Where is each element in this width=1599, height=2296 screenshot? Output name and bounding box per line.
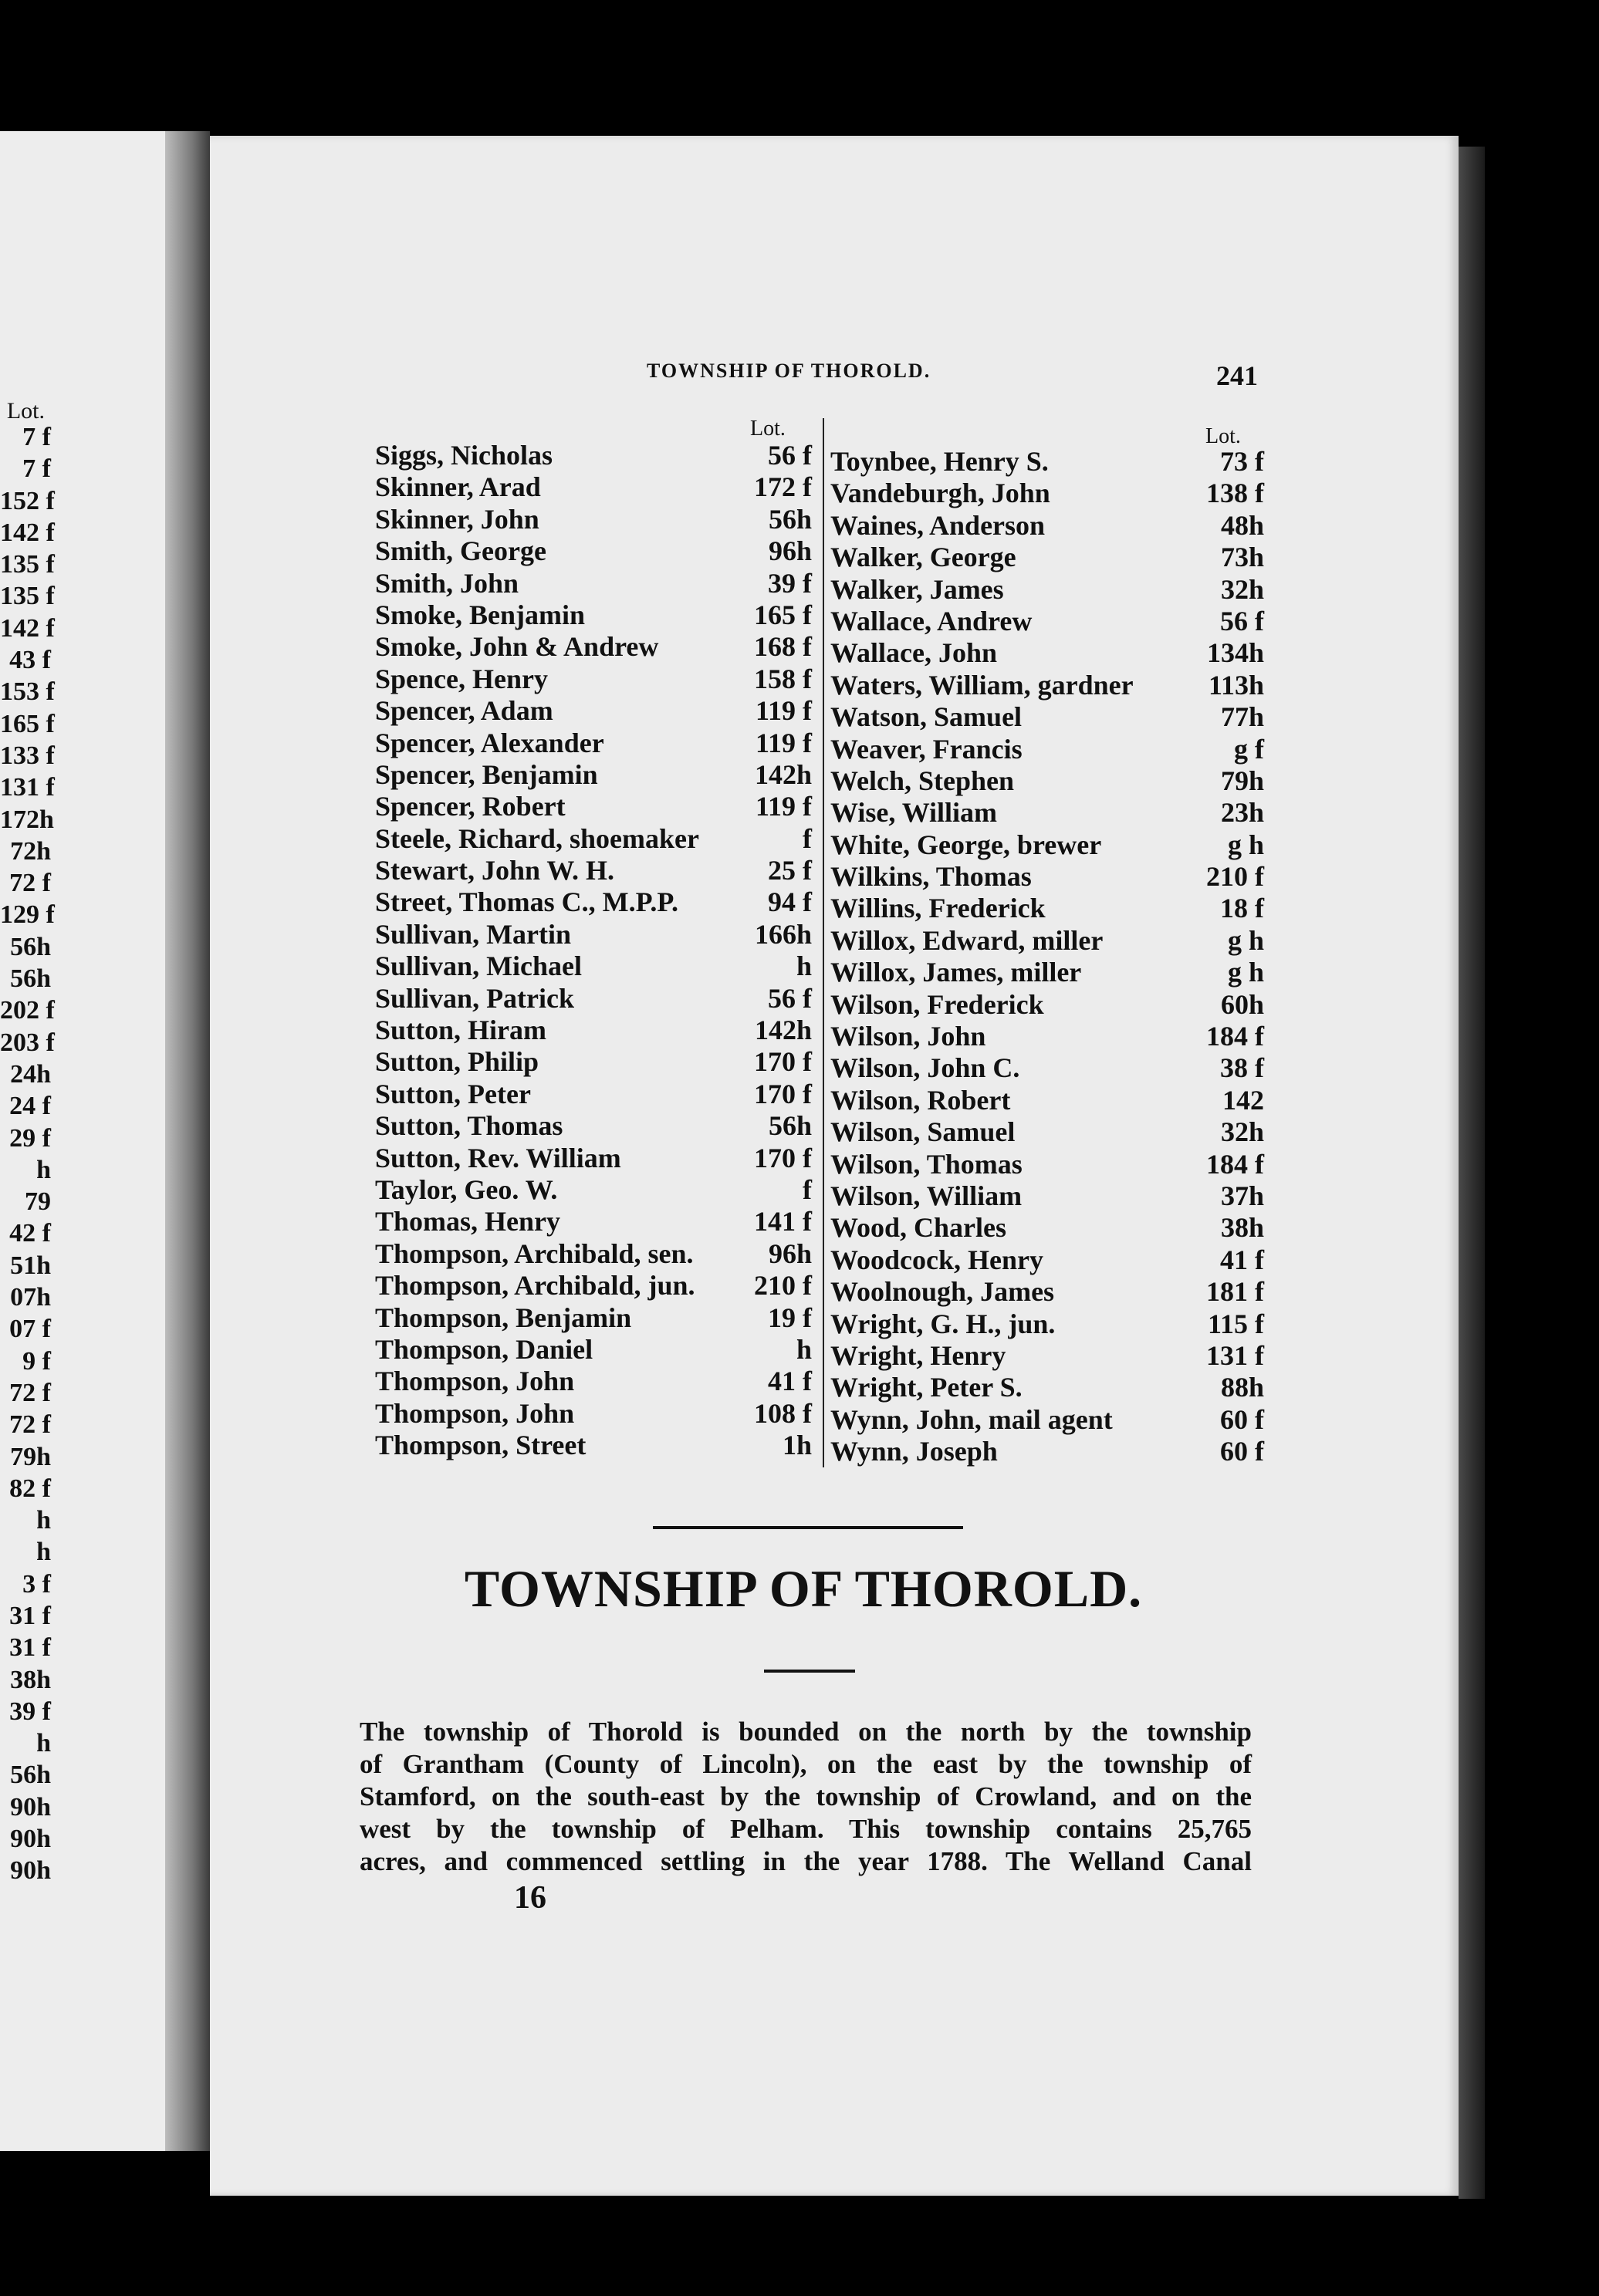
page-number: 241 (1216, 360, 1258, 391)
directory-entry (375, 568, 812, 599)
entry-lot: 131 f (1206, 1339, 1264, 1371)
entry-name: Wilson, John (830, 1021, 986, 1052)
section-rule-top (653, 1526, 963, 1529)
entry-lot: 210 f (754, 1270, 812, 1302)
entry-name: Vandeburgh, John (830, 478, 1050, 509)
entry-lot: 38 f (1220, 1052, 1264, 1084)
previous-page-lot: 90h (10, 1792, 51, 1822)
previous-page-lot: 203 f (0, 1028, 55, 1057)
column-divider (823, 418, 824, 1467)
entry-name: Waters, William, gardner (830, 669, 1134, 701)
directory-entry (830, 829, 1264, 861)
entry-name: Woodcock, Henry (830, 1244, 1043, 1275)
entry-lot: 108 f (754, 1397, 812, 1429)
previous-page-lot: 131 f (0, 773, 55, 802)
directory-entry (375, 919, 812, 950)
directory-entry (830, 446, 1264, 478)
directory-entry (830, 893, 1264, 924)
entry-lot: 32h (1220, 573, 1264, 605)
previous-page-lot: 24h (10, 1059, 51, 1089)
entry-name: Wright, Peter S. (830, 1372, 1023, 1403)
directory-entry (830, 957, 1264, 988)
previous-page-lot: 152 f (0, 486, 55, 515)
previous-page-lot: 129 f (0, 900, 55, 930)
entry-name: Smith, John (375, 567, 519, 599)
entry-name: Wynn, John, mail agent (830, 1403, 1113, 1435)
previous-page-lot: 72 f (9, 1378, 51, 1407)
previous-page-lot: 07 f (9, 1315, 51, 1344)
directory-entry (375, 1046, 812, 1078)
entry-name: Sullivan, Michael (375, 950, 583, 982)
previous-page-lot: 142 f (0, 518, 55, 547)
entry-lot: 170 f (754, 1142, 812, 1173)
entry-name: Wilson, Samuel (830, 1116, 1016, 1148)
entry-lot: 168 f (754, 631, 812, 663)
signature-mark: 16 (514, 1880, 546, 1916)
directory-entry (375, 950, 812, 982)
entry-name: Spencer, Alexander (375, 727, 604, 758)
entry-lot: g h (1227, 924, 1264, 956)
directory-entry (375, 599, 812, 631)
entry-lot: h (796, 950, 812, 982)
entry-lot: 56 f (768, 982, 812, 1014)
directory-entry (830, 701, 1264, 733)
entry-name: Wright, G. H., jun. (830, 1308, 1056, 1339)
previous-page-lot: 79h (10, 1442, 51, 1471)
intro-line: of Grantham (County of Lincoln), on the east by the township of (360, 1749, 1252, 1779)
entry-lot: 37h (1220, 1180, 1264, 1211)
entry-name: Sutton, Philip (375, 1046, 539, 1078)
directory-entry (375, 1302, 812, 1334)
previous-page-lot: 7 f (22, 454, 51, 484)
previous-page-lot: 31 f (9, 1601, 51, 1630)
directory-entry (375, 728, 812, 759)
directory-entry (375, 1238, 812, 1270)
section-title: TOWNSHIP OF THOROLD. (464, 1559, 1143, 1618)
entry-name: Welch, Stephen (830, 765, 1015, 796)
previous-page-lot: 82 f (9, 1474, 51, 1503)
entry-lot: 184 f (1206, 1148, 1264, 1180)
directory-entry (375, 471, 812, 503)
entry-lot: 134h (1206, 637, 1264, 669)
directory-entry (375, 695, 812, 727)
entry-name: Wilson, Frederick (830, 988, 1044, 1020)
entry-lot: 142 (1222, 1084, 1264, 1116)
entry-lot: 19 f (768, 1302, 812, 1333)
previous-page-lot-column (0, 421, 55, 1887)
directory-entry (830, 797, 1264, 829)
previous-page-lot: h (36, 1506, 51, 1535)
previous-page-lot: 135 f (0, 550, 55, 579)
directory-entry (830, 1149, 1264, 1180)
entry-name: Wise, William (830, 797, 998, 829)
entry-lot: 56 f (1220, 605, 1264, 636)
entry-lot: 158 f (754, 663, 812, 694)
entry-name: Spence, Henry (375, 663, 548, 694)
entry-lot: 32h (1220, 1116, 1264, 1148)
entry-name: Waines, Anderson (830, 509, 1046, 541)
directory-entry (375, 535, 812, 567)
directory-entry (830, 1180, 1264, 1212)
previous-page-lot: 133 f (0, 741, 55, 770)
previous-page-lot: 79 (25, 1187, 51, 1217)
book-gutter (165, 131, 210, 2151)
entry-lot: 115 f (1207, 1308, 1264, 1339)
previous-page-lot: 135 f (0, 582, 55, 611)
entry-name: Sutton, Peter (375, 1078, 531, 1109)
previous-page-lot: 7 f (22, 423, 51, 451)
entry-name: Thomas, Henry (375, 1206, 561, 1237)
section-rule-bottom (764, 1670, 855, 1673)
directory-entry (830, 606, 1264, 637)
directory-entry (830, 861, 1264, 893)
entry-name: Wilson, Robert (830, 1084, 1011, 1116)
directory-entry (375, 1079, 812, 1110)
entry-lot: 172 f (754, 471, 812, 503)
entry-lot: g h (1227, 957, 1264, 988)
entry-lot: 113h (1208, 669, 1264, 701)
directory-entry (375, 1430, 812, 1461)
directory-entry (830, 1372, 1264, 1403)
previous-page-lot: 172h (0, 805, 54, 834)
entry-name: Spencer, Robert (375, 791, 566, 822)
previous-page-lot: 51h (10, 1251, 51, 1280)
entry-name: White, George, brewer (830, 829, 1102, 860)
entry-name: Spencer, Adam (375, 695, 553, 727)
directory-entry (375, 983, 812, 1015)
directory-entry (375, 1270, 812, 1302)
previous-page-lot: 56h (10, 964, 51, 994)
entry-name: Skinner, John (375, 503, 539, 535)
entry-lot: 18 f (1220, 893, 1264, 924)
entry-name: Willox, Edward, miller (830, 924, 1104, 956)
entry-lot: 96h (768, 1237, 812, 1269)
directory-entry (375, 1015, 812, 1046)
directory-entry (375, 886, 812, 918)
entry-name: Sutton, Rev. William (375, 1142, 621, 1173)
intro-paragraph (360, 1716, 1252, 1878)
previous-page-lot: 43 f (9, 646, 51, 675)
previous-page-lot: h (36, 1538, 51, 1567)
entry-lot: 141 f (754, 1206, 812, 1237)
directory-entry (830, 478, 1264, 509)
entry-lot: 56 f (768, 440, 812, 471)
entry-lot: 77h (1220, 701, 1264, 733)
entry-lot: 79h (1220, 765, 1264, 796)
entry-name: Watson, Samuel (830, 701, 1023, 733)
entry-lot: 165 f (754, 599, 812, 630)
entry-lot: 56h (768, 503, 812, 535)
entry-lot: 25 f (768, 855, 812, 886)
directory-entry (830, 1276, 1264, 1308)
directory-entry (830, 1085, 1264, 1116)
directory-entry (830, 574, 1264, 606)
directory-entry (375, 631, 812, 663)
previous-page-lot: 38h (10, 1665, 51, 1694)
entry-name: Wilson, John C. (830, 1052, 1020, 1084)
entry-lot: 142h (754, 758, 812, 790)
entry-lot: 41 f (1220, 1244, 1264, 1275)
directory-entry (830, 1212, 1264, 1244)
previous-page-lot: 39 f (9, 1697, 51, 1726)
entry-lot: 56h (768, 1110, 812, 1142)
directory-entry (375, 823, 812, 855)
entry-name: Wilson, William (830, 1180, 1023, 1211)
directory-entry (830, 734, 1264, 765)
directory-entry (375, 1110, 812, 1142)
entry-lot: 166h (754, 918, 812, 950)
directory-entry (830, 510, 1264, 542)
entry-name: Wilson, Thomas (830, 1148, 1023, 1180)
directory-entry (830, 925, 1264, 957)
directory-entry (830, 1340, 1264, 1372)
entry-lot: 142h (754, 1015, 812, 1046)
directory-entry (375, 1398, 812, 1430)
directory-entry (830, 542, 1264, 573)
directory-entry (830, 1436, 1264, 1467)
entry-name: Wallace, Andrew (830, 605, 1033, 636)
entry-name: Thompson, Archibald, sen. (375, 1237, 694, 1269)
directory-entry (375, 1143, 812, 1174)
entry-name: Sutton, Thomas (375, 1110, 563, 1142)
directory-entry (375, 663, 812, 695)
entry-name: Thompson, Daniel (375, 1333, 593, 1365)
page-edge (1459, 147, 1485, 2199)
entry-lot: 48h (1220, 509, 1264, 541)
previous-page-lot: h (36, 1729, 51, 1758)
entry-name: Toynbee, Henry S. (830, 446, 1049, 477)
entry-lot: 94 f (768, 886, 812, 918)
entry-name: Thompson, Archibald, jun. (375, 1270, 695, 1302)
directory-entry (830, 637, 1264, 669)
previous-page-lot: 72h (10, 836, 51, 866)
entry-name: Weaver, Francis (830, 733, 1023, 765)
previous-page-lot: 31 f (9, 1633, 51, 1663)
directory-entry (375, 1206, 812, 1237)
entry-lot: 170 f (754, 1078, 812, 1109)
entry-name: Wallace, John (830, 637, 998, 669)
previous-page-lot: 142 f (0, 613, 55, 643)
entry-lot: 73 f (1220, 446, 1264, 477)
directory-entry (830, 989, 1264, 1021)
directory-right-column (830, 446, 1264, 1468)
entry-lot: 210 f (1206, 861, 1264, 893)
entry-lot: 73h (1220, 542, 1264, 573)
entry-lot: 184 f (1206, 1021, 1264, 1052)
entry-lot: 119 f (755, 791, 812, 822)
entry-name: Willins, Frederick (830, 893, 1046, 924)
entry-lot: 96h (768, 535, 812, 567)
previous-page-lot: 9 f (22, 1346, 51, 1376)
previous-page-lot: 3 f (22, 1569, 51, 1599)
directory-entry (375, 1366, 812, 1397)
entry-lot: 41 f (768, 1366, 812, 1397)
previous-page-lot: 90h (10, 1856, 51, 1886)
entry-lot: 170 f (754, 1046, 812, 1078)
entry-name: Sullivan, Patrick (375, 982, 575, 1014)
entry-lot: 60 f (1220, 1436, 1264, 1467)
directory-entry (830, 1308, 1264, 1340)
entry-name: Sutton, Hiram (375, 1015, 547, 1046)
entry-name: Wright, Henry (830, 1339, 1006, 1371)
previous-page-lot: 202 f (0, 996, 55, 1025)
left-column-lot-header: Lot. (750, 417, 786, 441)
previous-page-lot: 72 f (9, 1410, 51, 1440)
entry-name: Steele, Richard, shoemaker (375, 822, 699, 854)
directory-entry (830, 765, 1264, 797)
entry-name: Smoke, John & Andrew (375, 631, 659, 663)
entry-lot: 88h (1220, 1372, 1264, 1403)
entry-lot: 181 f (1206, 1276, 1264, 1308)
intro-line: Stamford, on the south-east by the township of Crowland, and on the (360, 1781, 1252, 1811)
directory-left-column (375, 440, 812, 1462)
entry-name: Skinner, Arad (375, 471, 541, 503)
entry-lot: f (803, 1173, 812, 1205)
intro-line: west by the township of Pelham. This township contains 25,765 (360, 1814, 1252, 1844)
previous-page-lot: 56h (10, 1761, 51, 1790)
entry-name: Thompson, John (375, 1397, 575, 1429)
entry-lot: f (803, 822, 812, 854)
entry-name: Woolnough, James (830, 1276, 1055, 1308)
entry-lot: g h (1227, 829, 1264, 860)
entry-name: Smith, George (375, 535, 546, 567)
entry-name: Street, Thomas C., M.P.P. (375, 886, 679, 918)
entry-name: Thompson, Benjamin (375, 1302, 632, 1333)
intro-line: acres, and commenced settling in the year 1788. The Welland Canal (360, 1846, 1252, 1876)
directory-entry (375, 504, 812, 535)
previous-page-lot: 29 f (9, 1123, 51, 1153)
previous-page-lot: h (36, 1155, 51, 1184)
directory-entry (375, 791, 812, 822)
entry-lot: 38h (1220, 1212, 1264, 1244)
previous-page-lot: 72 f (9, 869, 51, 898)
directory-entry (830, 1244, 1264, 1276)
directory-entry (375, 1174, 812, 1206)
entry-lot: 119 f (755, 727, 812, 758)
entry-name: Walker, James (830, 573, 1004, 605)
previous-page-lot-header: Lot. (6, 398, 45, 424)
entry-name: Thompson, Street (375, 1430, 587, 1461)
right-column-lot-header: Lot. (1205, 424, 1241, 448)
entry-name: Sullivan, Martin (375, 918, 572, 950)
previous-page-lot: 07h (10, 1283, 51, 1312)
entry-name: Walker, George (830, 542, 1016, 573)
entry-name: Willox, James, miller (830, 957, 1082, 988)
previous-page-lot: 153 f (0, 677, 55, 707)
intro-line: The township of Thorold is bounded on the north by the township (360, 1717, 1252, 1747)
entry-name: Thompson, John (375, 1366, 575, 1397)
entry-lot: h (796, 1333, 812, 1365)
previous-page-lot: 165 f (0, 709, 55, 738)
directory-entry (375, 855, 812, 886)
directory-entry (375, 759, 812, 791)
entry-name: Siggs, Nicholas (375, 440, 553, 471)
previous-page-lot: 56h (10, 932, 51, 961)
directory-entry (375, 440, 812, 471)
entry-name: Stewart, John W. H. (375, 855, 615, 886)
directory-entry (830, 1116, 1264, 1148)
entry-name: Wynn, Joseph (830, 1436, 998, 1467)
entry-lot: 39 f (768, 567, 812, 599)
entry-lot: 23h (1220, 797, 1264, 829)
entry-name: Wilkins, Thomas (830, 861, 1032, 893)
directory-entry (830, 1404, 1264, 1436)
directory-entry (375, 1334, 812, 1366)
entry-name: Wood, Charles (830, 1212, 1007, 1244)
entry-lot: 119 f (755, 695, 812, 727)
entry-name: Spencer, Benjamin (375, 758, 598, 790)
entry-lot: 60 f (1220, 1403, 1264, 1435)
directory-entry (830, 1021, 1264, 1052)
previous-page-lot: 42 f (9, 1219, 51, 1248)
entry-name: Smoke, Benjamin (375, 599, 586, 630)
directory-entry (830, 670, 1264, 701)
entry-lot: 1h (782, 1430, 812, 1461)
previous-page-lot: 24 f (9, 1092, 51, 1121)
directory-entry (830, 1052, 1264, 1084)
previous-page-lot: 90h (10, 1825, 51, 1854)
entry-lot: 60h (1220, 988, 1264, 1020)
entry-lot: g f (1234, 733, 1264, 765)
running-head: TOWNSHIP OF THOROLD. (647, 360, 931, 382)
entry-name: Taylor, Geo. W. (375, 1173, 558, 1205)
entry-lot: 138 f (1206, 478, 1264, 509)
